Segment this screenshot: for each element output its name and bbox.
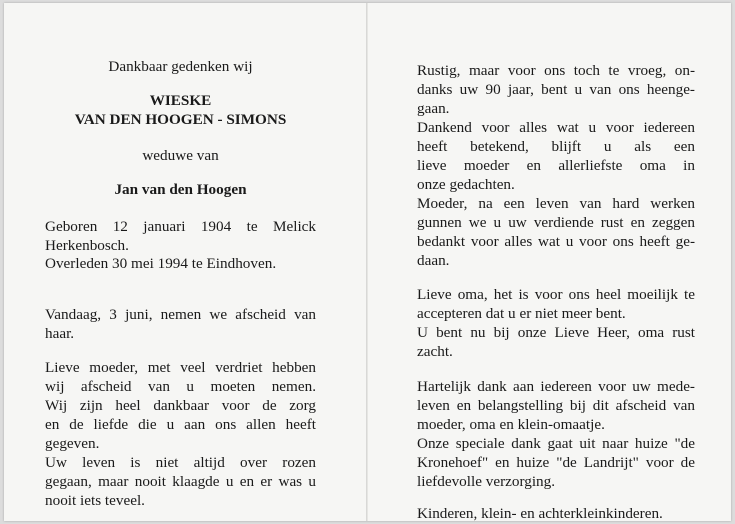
- farewell-line: haar.: [45, 325, 75, 342]
- text-line: Onze speciale dank gaat uit naar huize "de: [417, 435, 695, 452]
- text-line: Hartelijk dank aan iedereen voor uw mede-: [417, 378, 695, 395]
- text-line: onze gedachten.: [417, 176, 515, 193]
- memorial-card: [4, 3, 731, 521]
- text-line: nooit iets teveel.: [45, 492, 145, 509]
- text-line: Dankend voor alles wat u voor iedereen: [417, 119, 695, 136]
- widow-of-line: weduwe van: [142, 147, 219, 164]
- farewell-line: Vandaag, 3 juni, nemen we afscheid van: [45, 306, 316, 323]
- text-line: leven en belangstelling bij dit afscheid van: [417, 397, 695, 414]
- text-line: heeft betekend, blijft u als een: [417, 138, 695, 155]
- text-line: Wij zijn heel dankbaar voor de zorg: [45, 397, 316, 414]
- text-line: Lieve oma, het is voor ons heel moeilijk te: [417, 286, 695, 303]
- death-line: Overleden 30 mei 1994 te Eindhoven.: [45, 255, 277, 272]
- signature-line: Kinderen, klein- en achterkleinkinderen.: [417, 505, 663, 522]
- intro-line: Dankbaar gedenken wij: [108, 58, 253, 75]
- full-surname: VAN DEN HOOGEN - SIMONS: [74, 111, 287, 128]
- husband-name: Jan van den Hoogen: [114, 181, 247, 198]
- text-line: bedankt voor alles wat u voor ons heeft ge-: [417, 233, 695, 250]
- text-line: gegaan, maar nooit klaagde u en er was u: [45, 473, 316, 490]
- text-line: zacht.: [417, 343, 453, 360]
- text-line: en de liefde die u aan ons allen heeft: [45, 416, 316, 433]
- text-line: gaan.: [417, 100, 450, 117]
- text-line: accepteren dat u er niet meer bent.: [417, 305, 626, 322]
- text-line: lieve moeder en allerliefste oma in: [417, 157, 695, 174]
- text-line: gegeven.: [45, 435, 100, 452]
- text-line: U bent nu bij onze Lieve Heer, oma rust: [417, 324, 695, 341]
- text-line: moeder, oma en klein-omaatje.: [417, 416, 605, 433]
- text-line: Moeder, na een leven van hard werken: [417, 195, 695, 212]
- text-line: wij afscheid van u moeten nemen.: [45, 378, 316, 395]
- text-line: Uw leven is niet altijd over rozen: [45, 454, 316, 471]
- text-line: danks uw 90 jaar, bent u van ons heenge-: [417, 81, 695, 98]
- card-fold: [366, 3, 368, 521]
- text-line: liefdevolle verzorging.: [417, 473, 556, 490]
- birth-place-line: Herkenbosch.: [45, 237, 129, 254]
- text-line: Lieve moeder, met veel verdriet hebben: [45, 359, 316, 376]
- first-name: WIESKE: [149, 92, 212, 109]
- text-line: gunnen we u uw verdiende rust en zeggen: [417, 214, 695, 231]
- text-line: Kronehoef" en huize "de Landrijt" voor de: [417, 454, 695, 471]
- text-line: Rustig, maar voor ons toch te vroeg, on-: [417, 62, 695, 79]
- birth-line: Geboren 12 januari 1904 te Melick: [45, 218, 316, 235]
- text-line: daan.: [417, 252, 450, 269]
